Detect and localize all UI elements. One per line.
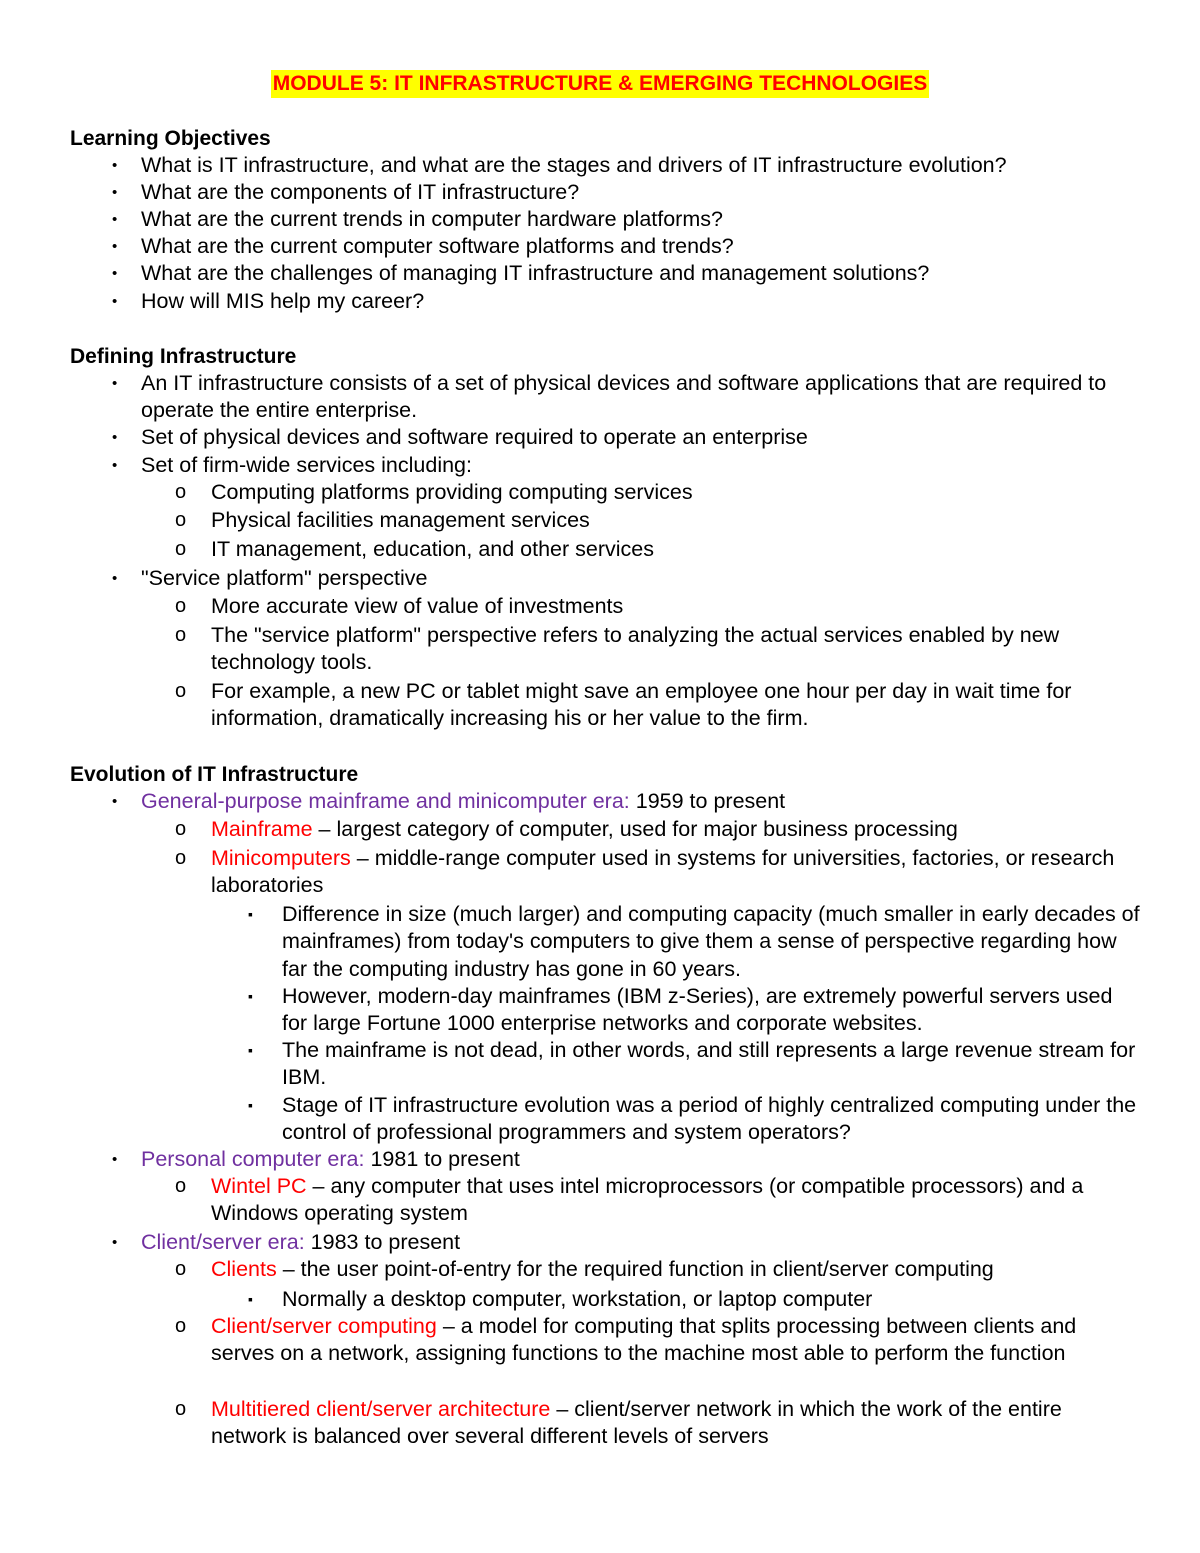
- list-item: • Personal computer era: 1981 to present: [141, 1146, 1131, 1173]
- sub-list-item: o Clients – the user point-of-entry for the required function in client/server computing: [211, 1256, 1131, 1283]
- detail-item: ▪ Normally a desktop computer, workstation, or laptop computer: [282, 1286, 1142, 1313]
- circle-marker: o: [175, 847, 187, 869]
- bullet-marker: •: [112, 1234, 118, 1251]
- bullet-marker: •: [112, 1151, 118, 1168]
- square-marker: ▪: [248, 1042, 253, 1058]
- list-item: • Set of physical devices and software required to operate an enterprise: [141, 424, 1131, 451]
- bullet-marker: •: [112, 293, 118, 310]
- circle-marker: o: [175, 1258, 187, 1280]
- defined-term: Multitiered client/server architecture: [211, 1397, 551, 1421]
- bullet-marker: •: [112, 265, 118, 282]
- detail-item: ▪ The mainframe is not dead, in other words, and still represents a large revenue stream for IBM.: [248, 1038, 1136, 1090]
- era-term: Personal computer era:: [141, 1147, 365, 1171]
- heading-defining-infrastructure: Defining Infrastructure: [70, 345, 297, 368]
- heading-evolution: Evolution of IT Infrastructure: [70, 763, 359, 786]
- heading-learning-objectives: Learning Objectives: [70, 127, 271, 150]
- circle-marker: o: [175, 818, 187, 840]
- list-item: • How will MIS help my career?: [141, 288, 1131, 315]
- circle-marker: o: [175, 624, 187, 646]
- square-marker: ▪: [248, 1291, 253, 1307]
- list-item: • Client/server era: 1983 to present: [141, 1229, 1131, 1256]
- circle-marker: o: [175, 1175, 187, 1197]
- square-marker: ▪: [248, 988, 253, 1004]
- bullet-marker: •: [112, 211, 118, 228]
- sub-list-item: o Client/server computing – a model for computing that splits processing between clients and serves on a network, assigning functions to the machine most able to perform the function: [175, 1314, 1077, 1366]
- detail-item: ▪ However, modern-day mainframes (IBM z-Series), are extremely powerful servers used for large Fortune 1000 enterprise networks and corporate websites.: [248, 984, 1113, 1036]
- defined-term: Mainframe: [211, 817, 313, 841]
- circle-marker: o: [175, 1398, 187, 1420]
- defined-term: Wintel PC: [211, 1174, 307, 1198]
- bullet-marker: •: [112, 184, 118, 201]
- list-item: • What are the current computer software platforms and trends?: [141, 233, 1131, 260]
- list-item: • "Service platform" perspective: [141, 565, 1131, 592]
- list-item: • What is IT infrastructure, and what are the stages and drivers of IT infrastructure evolution?: [141, 152, 1131, 179]
- list-item: • Set of firm-wide services including:: [141, 452, 1131, 479]
- document-title: MODULE 5: IT INFRASTRUCTURE & EMERGING TECHNOLOGIES: [271, 70, 930, 98]
- sub-list-item: o Multitiered client/server architecture – client/server network in which the work of the entire network is balanced over several different levels of servers: [175, 1397, 1062, 1449]
- list-item: • An IT infrastructure consists of a set of physical devices and software applications that are required to operate the entire enterprise.: [112, 371, 1107, 423]
- list-item: • General-purpose mainframe and minicomputer era: 1959 to present: [141, 788, 1131, 815]
- circle-marker: o: [175, 481, 187, 503]
- square-marker: ▪: [248, 1097, 253, 1113]
- detail-item: ▪ Difference in size (much larger) and computing capacity (much smaller in early decades of mainframes) from today's computers to give them a sense of perspective regarding how far the computing industry has gone in 60 years.: [248, 902, 1140, 981]
- sub-list-item: o IT management, education, and other services: [211, 536, 1131, 563]
- sub-list-item: o The "service platform" perspective refers to analyzing the actual services enabled by new technology tools.: [175, 623, 1060, 675]
- bullet-marker: •: [112, 457, 118, 474]
- bullet-marker: •: [112, 375, 118, 392]
- list-item: • What are the components of IT infrastructure?: [141, 179, 1131, 206]
- sub-list-item: o More accurate view of value of investments: [211, 593, 1131, 620]
- sub-list-item: o Computing platforms providing computing services: [211, 479, 1131, 506]
- defined-term: Clients: [211, 1257, 277, 1281]
- circle-marker: o: [175, 538, 187, 560]
- era-term: General-purpose mainframe and minicomputer era:: [141, 789, 630, 813]
- sub-list-item: o Wintel PC – any computer that uses intel microprocessors (or compatible processors) and a Windows operating system: [175, 1174, 1084, 1226]
- bullet-marker: •: [112, 570, 118, 587]
- bullet-marker: •: [112, 238, 118, 255]
- circle-marker: o: [175, 1315, 187, 1337]
- sub-list-item: o Minicomputers – middle-range computer used in systems for universities, factories, or research laboratories: [175, 846, 1115, 898]
- detail-item: ▪ Stage of IT infrastructure evolution was a period of highly centralized computing under the control of professional programmers and system operators?: [248, 1093, 1137, 1145]
- defined-term: Minicomputers: [211, 846, 351, 870]
- sub-list-item: o For example, a new PC or tablet might save an employee one hour per day in wait time for information, dramatically increasing his or her value to the firm.: [175, 679, 1072, 731]
- bullet-marker: •: [112, 157, 118, 174]
- list-item: • What are the challenges of managing IT infrastructure and management solutions?: [141, 260, 1131, 287]
- circle-marker: o: [175, 509, 187, 531]
- circle-marker: o: [175, 595, 187, 617]
- sub-list-item: o Mainframe – largest category of computer, used for major business processing: [211, 816, 1131, 843]
- square-marker: ▪: [248, 906, 253, 922]
- defined-term: Client/server computing: [211, 1314, 437, 1338]
- title-wrap: [0, 70, 1200, 98]
- list-item: • What are the current trends in computer hardware platforms?: [141, 206, 1131, 233]
- bullet-marker: •: [112, 793, 118, 810]
- era-term: Client/server era:: [141, 1230, 305, 1254]
- sub-list-item: o Physical facilities management services: [211, 507, 1131, 534]
- bullet-marker: •: [112, 429, 118, 446]
- circle-marker: o: [175, 680, 187, 702]
